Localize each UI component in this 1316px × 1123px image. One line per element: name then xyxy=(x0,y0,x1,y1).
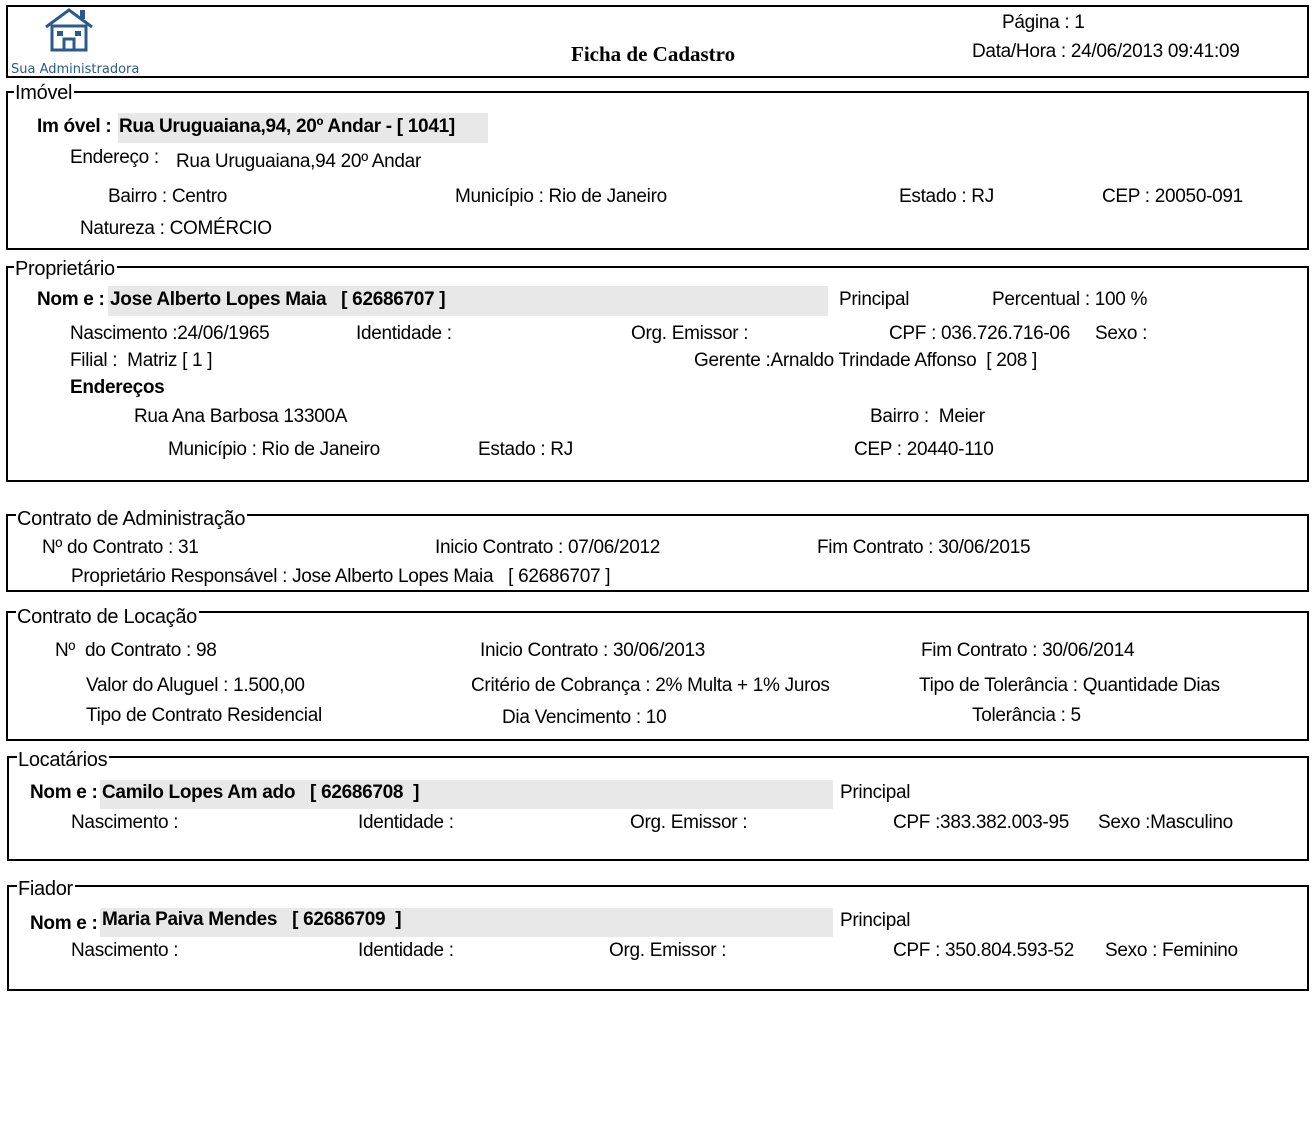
imovel-endereco-label: Endereço : xyxy=(70,147,159,168)
contrato-locacao-valor-aluguel: Valor do Aluguel : 1.500,00 xyxy=(86,675,305,696)
proprietario-sexo: Sexo : xyxy=(1095,323,1148,344)
section-title-contrato-admin: Contrato de Administração xyxy=(17,508,246,530)
locatario-nome-label: Nom e : xyxy=(30,782,98,803)
proprietario-enderecos-title: Endereços xyxy=(70,377,165,398)
proprietario-percentual: Percentual : 100 % xyxy=(992,289,1148,310)
imovel-municipio: Município : Rio de Janeiro xyxy=(455,186,667,207)
proprietario-nome-value: Jose Alberto Lopes Maia [ 62686707 ] xyxy=(110,289,446,310)
section-title-locatarios: Locatários xyxy=(18,749,108,771)
fiador-nome-value: Maria Paiva Mendes [ 62686709 ] xyxy=(102,909,402,930)
locatario-nome-value: Camilo Lopes Am ado [ 62686708 ] xyxy=(102,782,420,803)
fiador-sexo: Sexo : Feminino xyxy=(1105,940,1238,961)
report-datetime: Data/Hora : 24/06/2013 09:41:09 xyxy=(972,41,1240,62)
locatario-org-emissor: Org. Emissor : xyxy=(630,812,748,833)
proprietario-municipio: Município : Rio de Janeiro xyxy=(168,439,380,460)
contrato-locacao-numero: Nº do Contrato : 98 xyxy=(55,640,217,661)
contrato-admin-responsavel: Proprietário Responsável : Jose Alberto Lopes Maia [ 62686707 ] xyxy=(71,566,611,587)
section-corner xyxy=(7,756,15,764)
contrato-locacao-tolerancia: Tolerância : 5 xyxy=(972,705,1081,726)
imovel-natureza: Natureza : COMÉRCIO xyxy=(80,218,272,239)
page-title: Ficha de Cadastro xyxy=(571,42,736,66)
contrato-locacao-tipo-contrato: Tipo de Contrato Residencial xyxy=(86,705,322,726)
imovel-cep: CEP : 20050-091 xyxy=(1102,186,1243,207)
contrato-locacao-dia-vencimento: Dia Vencimento : 10 xyxy=(502,707,667,728)
proprietario-identidade: Identidade : xyxy=(356,323,452,344)
fiador-principal: Principal xyxy=(840,910,911,931)
locatario-nascimento: Nascimento : xyxy=(71,812,179,833)
proprietario-nome-label: Nom e : xyxy=(37,289,105,310)
logo xyxy=(10,7,140,75)
section-corner xyxy=(6,514,14,522)
imovel-bairro: Bairro : Centro xyxy=(108,186,228,207)
fiador-identidade: Identidade : xyxy=(358,940,454,961)
contrato-admin-inicio: Inicio Contrato : 07/06/2012 xyxy=(435,537,661,558)
section-title-contrato-locacao: Contrato de Locação xyxy=(17,606,197,628)
proprietario-gerente: Gerente :Arnaldo Trindade Affonso [ 208 ] xyxy=(694,350,1038,371)
contrato-locacao-tipo-tolerancia: Tipo de Tolerância : Quantidade Dias xyxy=(919,675,1220,696)
section-corner xyxy=(6,266,14,274)
page-number: Página : 1 xyxy=(1002,12,1085,33)
imovel-value: Rua Uruguaiana,94, 20º Andar - [ 1041] xyxy=(119,116,455,137)
proprietario-bairro: Bairro : Meier xyxy=(870,406,985,427)
section-corner xyxy=(7,885,15,893)
imovel-estado: Estado : RJ xyxy=(899,186,994,207)
section-title-imovel: Imóvel xyxy=(15,82,73,104)
fiador-nome-label: Nom e : xyxy=(30,913,98,934)
proprietario-nascimento: Nascimento :24/06/1965 xyxy=(70,323,270,344)
section-title-proprietario: Proprietário xyxy=(15,258,115,280)
contrato-locacao-fim: Fim Contrato : 30/06/2014 xyxy=(921,640,1135,661)
locatario-sexo: Sexo :Masculino xyxy=(1098,812,1233,833)
locatario-principal: Principal xyxy=(840,782,911,803)
section-fiador xyxy=(7,885,1309,991)
logo-text: Sua Administradora xyxy=(11,62,140,77)
proprietario-cep: CEP : 20440-110 xyxy=(854,439,994,460)
fiador-nascimento: Nascimento : xyxy=(71,940,179,961)
proprietario-filial: Filial : Matriz [ 1 ] xyxy=(70,350,213,371)
fiador-cpf: CPF : 350.804.593-52 xyxy=(893,940,1074,961)
section-corner xyxy=(6,611,14,619)
proprietario-endereco-rua: Rua Ana Barbosa 13300A xyxy=(134,406,348,427)
contrato-admin-numero: Nº do Contrato : 31 xyxy=(42,537,199,558)
imovel-label: Im óvel : xyxy=(37,116,112,137)
section-title-fiador: Fiador xyxy=(18,878,73,900)
contrato-admin-fim: Fim Contrato : 30/06/2015 xyxy=(817,537,1031,558)
imovel-endereco-value: Rua Uruguaiana,94 20º Andar xyxy=(176,151,421,172)
proprietario-estado: Estado : RJ xyxy=(478,439,573,460)
locatario-identidade: Identidade : xyxy=(358,812,454,833)
fiador-org-emissor: Org. Emissor : xyxy=(609,940,727,961)
proprietario-org-emissor: Org. Emissor : xyxy=(631,323,749,344)
proprietario-cpf: CPF : 036.726.716-06 xyxy=(889,323,1070,344)
house-icon xyxy=(43,7,95,53)
proprietario-principal: Principal xyxy=(839,289,910,310)
contrato-locacao-inicio: Inicio Contrato : 30/06/2013 xyxy=(480,640,706,661)
locatario-cpf: CPF :383.382.003-95 xyxy=(893,812,1069,833)
contrato-locacao-criterio-cobranca: Critério de Cobrança : 2% Multa + 1% Juros xyxy=(471,675,830,696)
section-corner xyxy=(6,91,14,99)
